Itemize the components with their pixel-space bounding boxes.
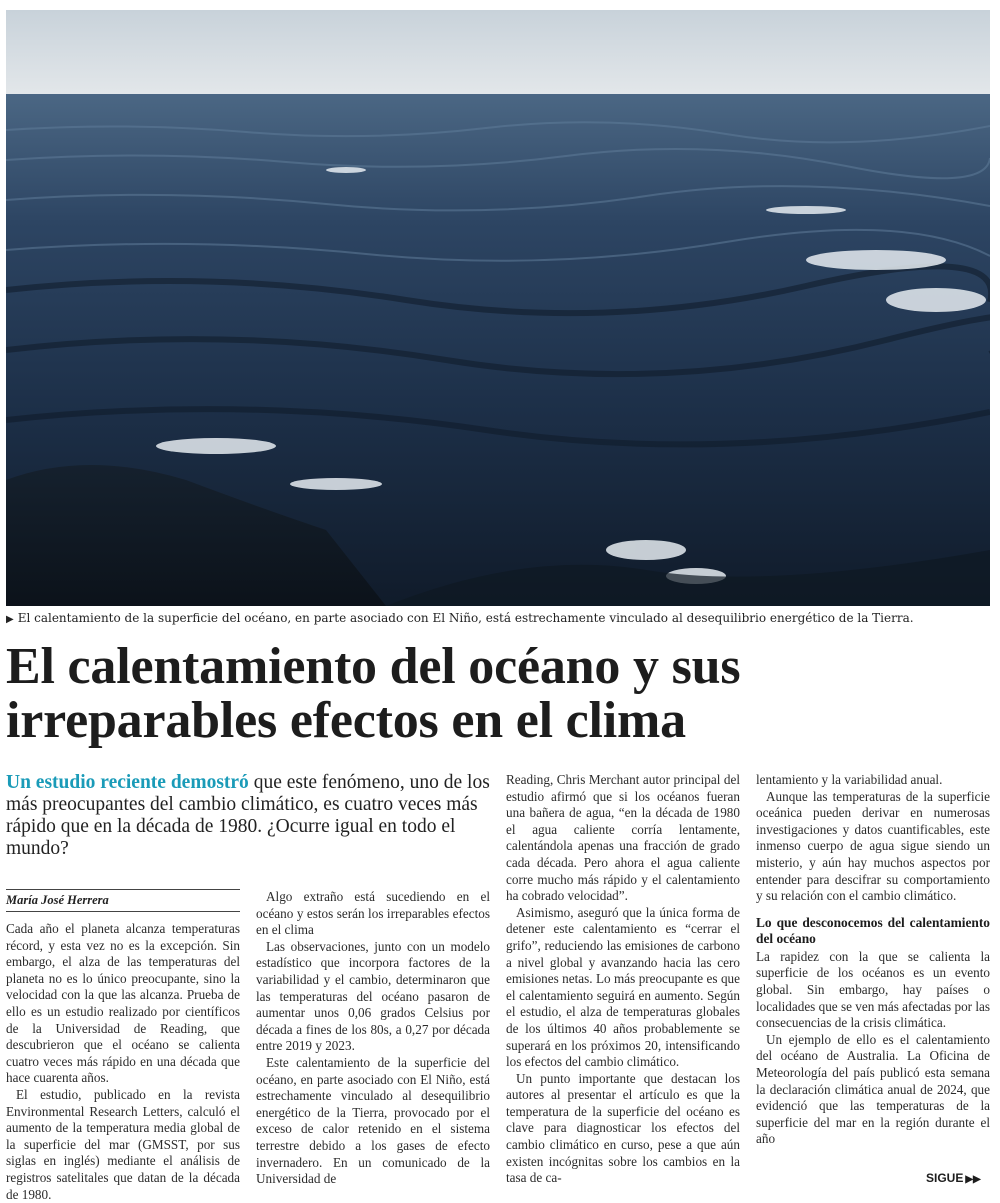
column-4 bbox=[756, 772, 990, 1148]
paragraph: Algo extraño está sucediendo en el océano y estos serán los irreparables efectos en el clima bbox=[256, 889, 490, 938]
column-2 bbox=[256, 889, 490, 1188]
paragraph: Aunque las temperaturas de la superficie oceánica pueden derivar en numerosas investigaciones y datos cuantificables, este inmenso cuerpo de agua sigue siendo un misterio, y aún hay muchos aspectos por entender para descifrar su comportamiento y su relación con el cambio climático. bbox=[756, 788, 990, 904]
paragraph: Este calentamiento de la superficie del océano, en parte asociado con El Niño, está estrechamente vinculado al desequilibrio energético de la Tierra, provocado por el exceso de calor retenido en el sistema terrestre debido a los gases de efecto invernadero. En un comunicado de la Universidad de bbox=[256, 1054, 490, 1187]
paragraph: El estudio, publicado en la revista Environmental Research Letters, calculó el aumento de la temperatura media global de la superficie del mar (GMSST, por sus siglas en inglés) mediante el análisis de registros satelitales que datan de la década de 1980. bbox=[6, 1086, 240, 1202]
paragraph: Cada año el planeta alcanza temperaturas récord, y esta vez no es la excepción. Sin embargo, el alza de las temperaturas del planeta no es lo único preocupante, sino la velocidad con la que las alcanza. Prueba de ello es un estudio realizado por científicos de la Universidad de Reading, que descubrieron que el océano se calienta cuatro veces más rápido en una década que hace cuarenta años. bbox=[6, 921, 240, 1086]
lede-text: que este fenómeno, uno de los más preocupantes del cambio climático, es cuatro veces más rápido que en la década de 1980. ¿Ocurre igual en todo el mundo? bbox=[6, 772, 490, 859]
double-arrow-icon: ▶▶ bbox=[965, 1174, 981, 1185]
caption-text: El calentamiento de la superficie del océano, en parte asociado con El Niño, está estrechamente vinculado al desequilibrio energético de la Tierra. bbox=[17, 611, 914, 625]
ocean-photo bbox=[6, 10, 990, 606]
continue-label: SIGUE bbox=[926, 1171, 964, 1185]
paragraph: Un punto importante que destacan los autores al presentar el artículo es que la temperatura de la superficie del océano es clave para diagnosticar los efectos del cambio climático en curso, pese a que aún existen incógnitas sobre los cambios en la tasa de ca- bbox=[506, 1070, 740, 1186]
section-subhead: Lo que desconocemos del calentamiento del océano bbox=[756, 914, 990, 946]
column-3 bbox=[506, 772, 740, 1187]
paragraph: La rapidez con la que se calienta la superficie de los océanos es un evento global. Sin embargo, hay países o localidades que se ven más afectadas por las consecuencias de la crisis climática. bbox=[756, 948, 990, 1031]
headline: El calentamiento del océano y sus irreparables efectos en el clima bbox=[6, 638, 741, 749]
lede-highlight: Un estudio reciente demostró bbox=[6, 772, 249, 793]
column-1 bbox=[6, 921, 240, 1203]
ocean-photo-graphic bbox=[6, 10, 990, 606]
paragraph: Las observaciones, junto con un modelo estadístico que incorpora factores de la variabilidad y el cambio, determinaron que las temperaturas del océano pasaron de aumentar unos 0,06 grados Celsius por década a fines de los 80s, a 0,27 por década entre 2019 y 2023. bbox=[256, 938, 490, 1054]
paragraph: Un ejemplo de ello es el calentamiento del océano de Australia. La Oficina de Meteorología del país publicó esta semana la declaración climática anual de 2024, que evidenció que las temperaturas de la superficie del mar en la región durante el año bbox=[756, 1031, 990, 1147]
photo-caption bbox=[6, 611, 996, 625]
lede bbox=[6, 772, 492, 860]
caption-triangle-icon: ▶ bbox=[6, 614, 14, 625]
paragraph: Asimismo, aseguró que la única forma de detener este calentamiento es “cerrar el grifo”, reduciendo las emisiones de carbono a nivel global y avanzando hacia las cero emisiones netas. Lo más preocupante es que el calentamiento seguirá en aumento. Según el estudio, el alza de temperaturas globales de los últimos 40 años probablemente se superará en los próximos 20, intensificando los efectos del cambio climático. bbox=[506, 904, 740, 1070]
byline: María José Herrera bbox=[6, 889, 240, 912]
continue-marker bbox=[926, 1171, 981, 1185]
paragraph: lentamiento y la variabilidad anual. bbox=[756, 772, 943, 787]
paragraph: Reading, Chris Merchant autor principal del estudio afirmó que si los océanos fueran una bañera de agua, “en la década de 1980 el agua caliente corría lentamente, calentándola apenas una fracción de grado cada década. Pero ahora el agua caliente corre mucho más rápido y el calentamiento ha cobrado velocidad”. bbox=[506, 772, 740, 904]
